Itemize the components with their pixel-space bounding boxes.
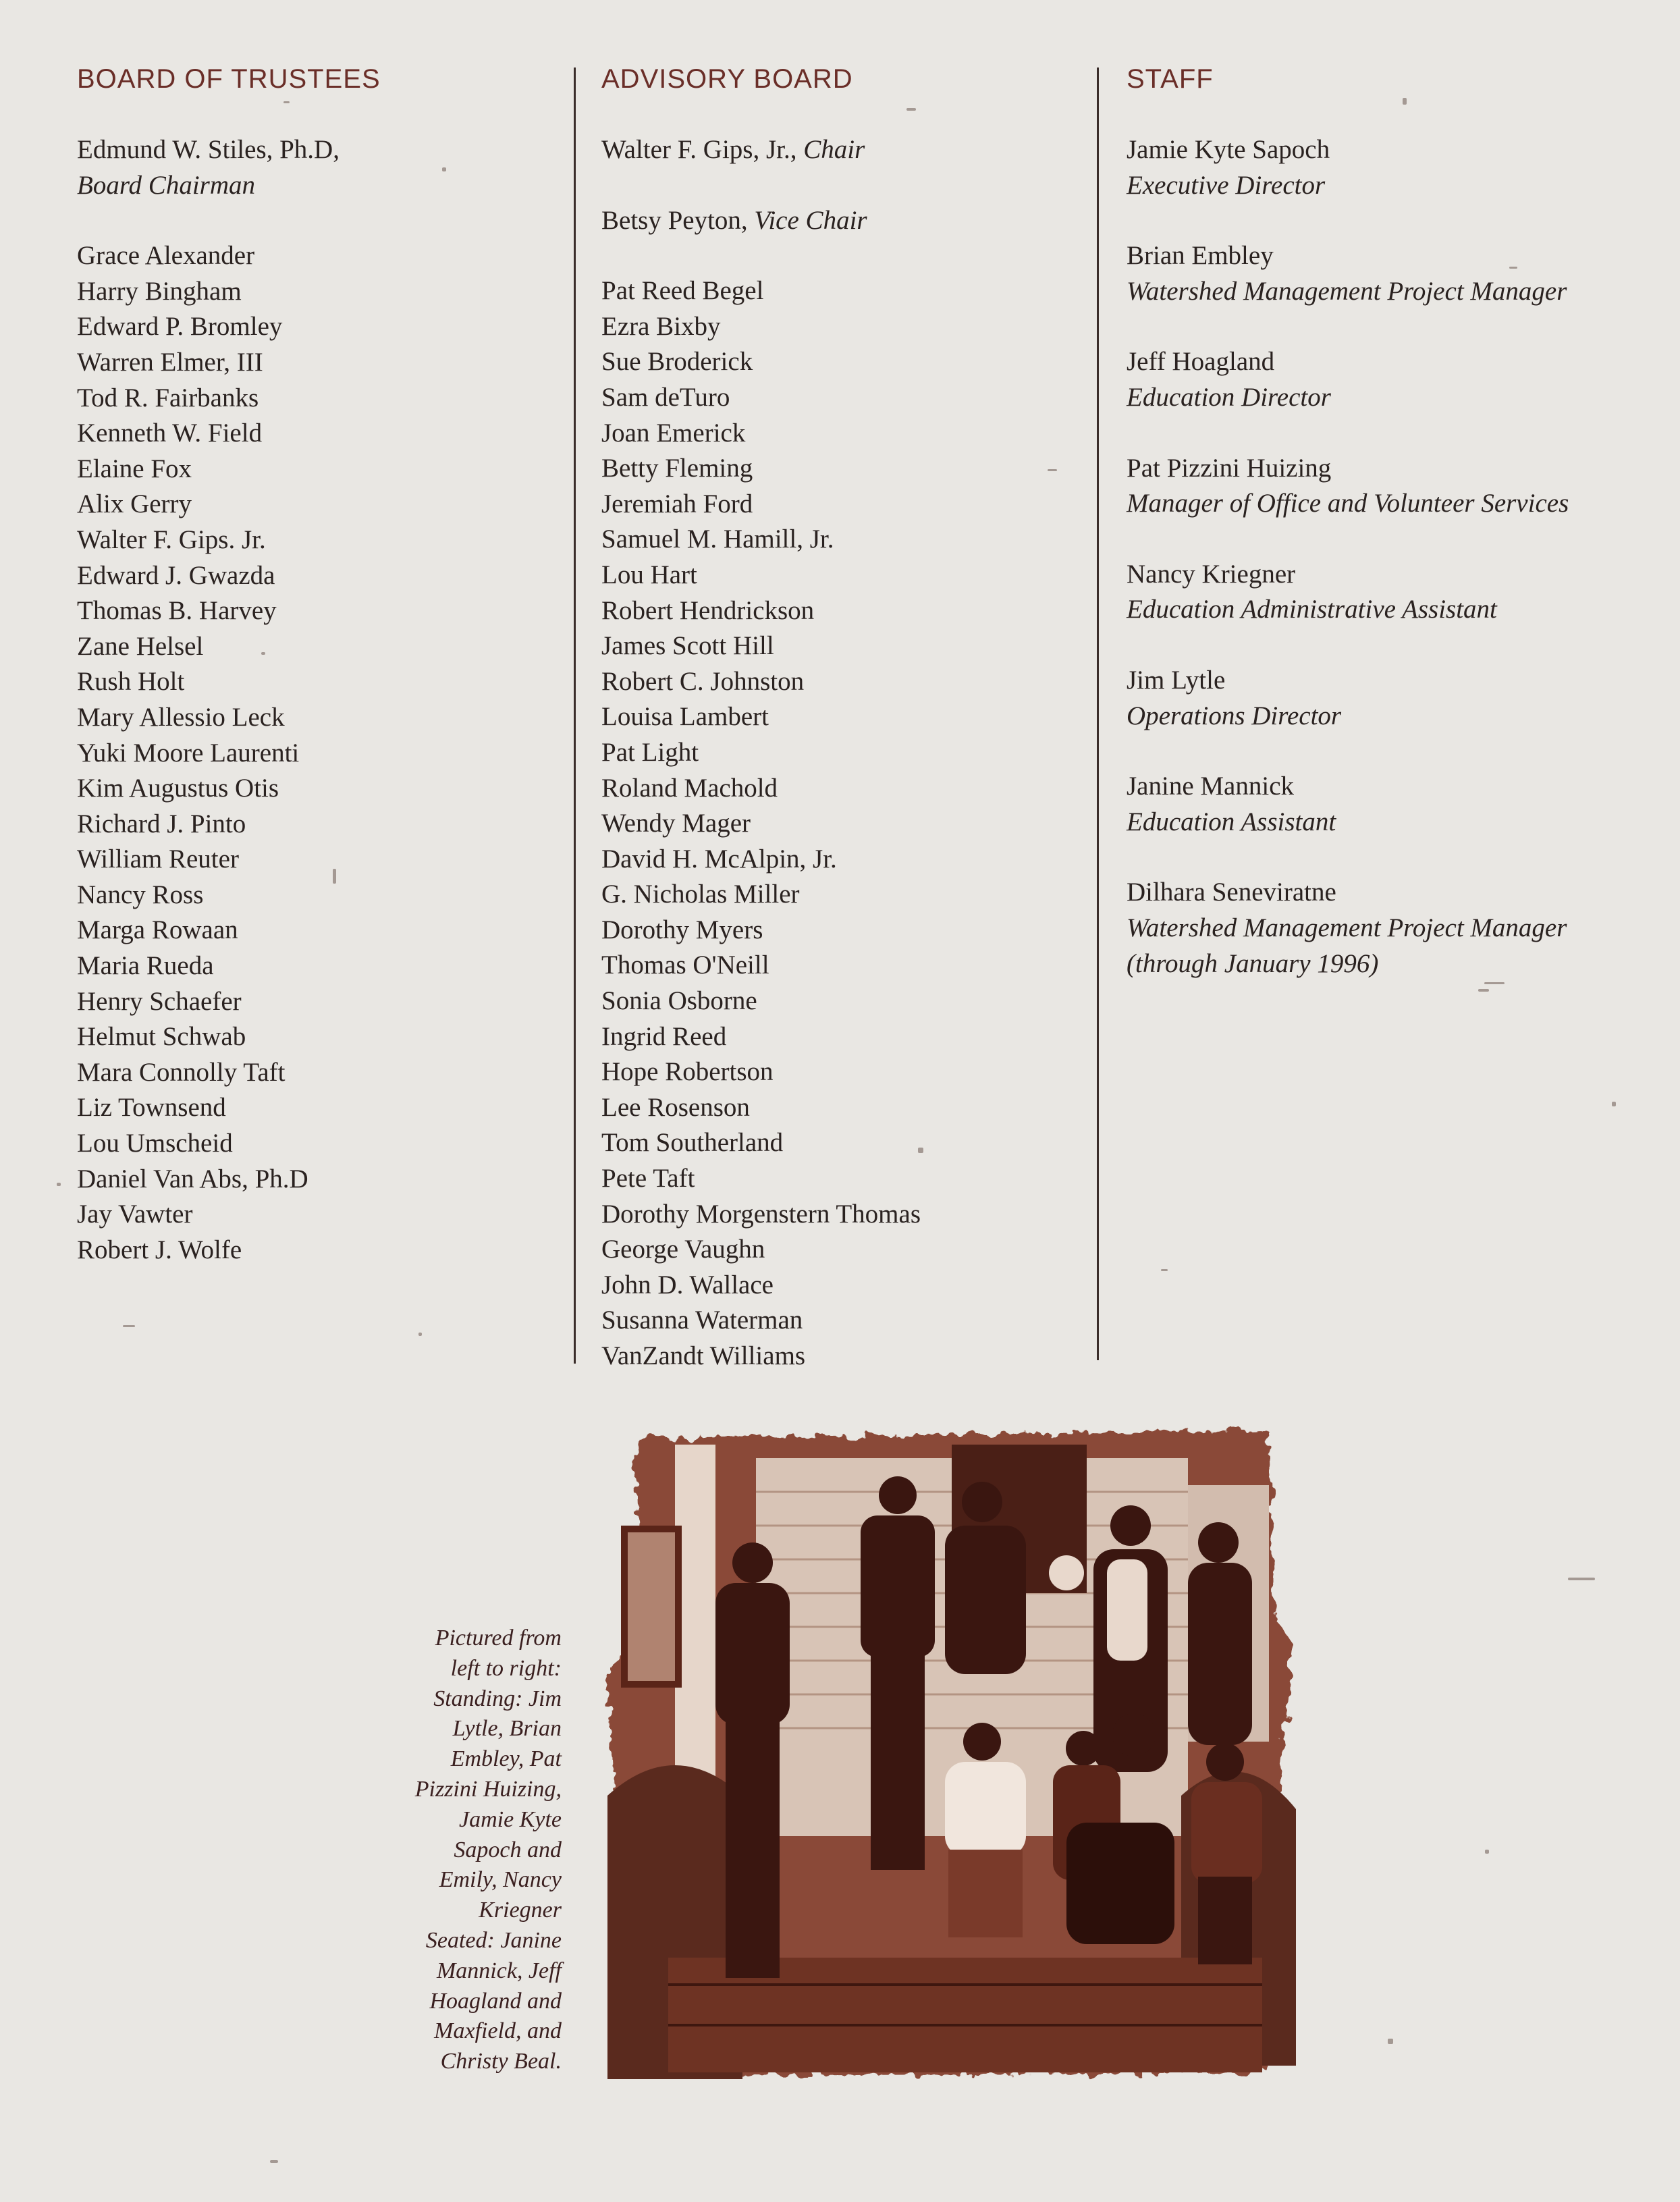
trustee-name: Tod R. Fairbanks — [77, 383, 259, 412]
trustee-name: Harry Bingham — [77, 276, 242, 306]
trustee-name: Lou Umscheid — [77, 1129, 233, 1158]
advisory-member-name: Sam deTuro — [601, 382, 730, 412]
advisory-vice-chair-title: Vice Chair — [754, 205, 867, 235]
advisory-member-name: George Vaughn — [601, 1235, 765, 1264]
trustee-name: Liz Townsend — [77, 1093, 226, 1123]
board-chair-name: Edmund W. Stiles, Ph.D, — [77, 135, 340, 164]
advisory-member-name: John D. Wallace — [601, 1270, 774, 1299]
photo-caption — [378, 1623, 562, 2077]
trustee-name: Warren Elmer, III — [77, 347, 263, 377]
advisory-member-name: Dorothy Morgenstern Thomas — [601, 1199, 921, 1229]
caption-line: Jamie Kyte — [459, 1806, 562, 1832]
caption-line: Mannick, Jeff — [436, 1958, 562, 1983]
staff-name: Pat Pizzini Huizing — [1127, 453, 1332, 483]
advisory-member-name: Sue Broderick — [601, 347, 753, 377]
caption-line: Maxfield, and — [434, 2018, 562, 2044]
staff-title: Education Director — [1127, 382, 1331, 412]
staff-name: Jeff Hoagland — [1127, 347, 1275, 377]
staff-title: Watershed Management Project Manager — [1127, 913, 1567, 942]
staff-name: Brian Embley — [1127, 241, 1274, 271]
advisory-member-name: Robert Hendrickson — [601, 595, 815, 625]
trustee-name: Edward P. Bromley — [77, 312, 283, 342]
advisory-member-name: Sonia Osborne — [601, 986, 757, 1016]
staff-title: Watershed Management Project Manager — [1127, 276, 1567, 306]
advisory-chair-title: Chair — [803, 135, 865, 164]
advisory-member-name: Susanna Waterman — [601, 1306, 803, 1335]
caption-line: Seated: Janine — [425, 1927, 562, 1953]
advisory-member-name: Betty Fleming — [601, 454, 753, 483]
trustee-name: Kim Augustus Otis — [77, 774, 279, 803]
staff-title: Executive Director — [1127, 170, 1326, 200]
trustee-name: Richard J. Pinto — [77, 809, 246, 838]
caption-line: Emily, Nancy — [439, 1867, 562, 1893]
caption-line: Pictured from — [435, 1626, 562, 1650]
trustee-name: William Reuter — [77, 844, 239, 874]
column-divider-left — [574, 68, 576, 1364]
trustee-name: Edward J. Gwazda — [77, 560, 275, 590]
advisory-vice-chair-name: Betsy Peyton, — [601, 205, 755, 235]
trustee-name: Robert J. Wolfe — [77, 1235, 242, 1264]
trustee-name: Marga Rowaan — [77, 915, 238, 945]
advisory-member-name: Roland Machold — [601, 773, 778, 803]
trustee-name: Thomas B. Harvey — [77, 596, 277, 626]
advisory-board-heading: ADVISORY BOARD — [601, 64, 853, 94]
staff-title: Operations Director — [1127, 701, 1342, 730]
advisory-member-name: Robert C. Johnston — [601, 666, 805, 696]
advisory-member-name: James Scott Hill — [601, 631, 774, 661]
advisory-member-name: Louisa Lambert — [601, 702, 769, 732]
staff-column — [1127, 64, 1569, 982]
advisory-member-name: Dorothy Myers — [601, 915, 763, 944]
trustee-name: Nancy Ross — [77, 880, 204, 909]
column-divider-right — [1097, 68, 1099, 1360]
trustee-name: Jay Vawter — [77, 1200, 193, 1229]
advisory-member-list — [601, 273, 921, 1374]
advisory-member-name: Ingrid Reed — [601, 1021, 727, 1051]
trustee-name: Grace Alexander — [77, 241, 255, 271]
staff-name: Nancy Kriegner — [1127, 559, 1296, 589]
trustee-name: Rush Holt — [77, 667, 185, 697]
caption-line: Hoagland and — [429, 1988, 562, 2014]
board-of-trustees-heading: BOARD OF TRUSTEES — [77, 64, 381, 94]
caption-line: Sapoch and — [454, 1837, 562, 1862]
advisory-member-name: VanZandt Williams — [601, 1341, 806, 1370]
staff-title-note: (through January 1996) — [1127, 948, 1379, 978]
advisory-member-name: Wendy Mager — [601, 809, 751, 838]
advisory-member-name: Ezra Bixby — [601, 311, 721, 341]
staff-list — [1127, 132, 1569, 982]
advisory-member-name: Lou Hart — [601, 560, 697, 589]
board-of-trustees-column — [77, 64, 381, 1268]
advisory-chair — [601, 132, 921, 168]
caption-line: Standing: Jim — [433, 1686, 562, 1711]
advisory-member-name: Tom Southerland — [601, 1128, 784, 1158]
trustee-name: Walter F. Gips. Jr. — [77, 525, 266, 554]
caption-line: Embley, Pat — [450, 1746, 562, 1772]
advisory-member-name: Jeremiah Ford — [601, 489, 753, 518]
advisory-member-name: Samuel M. Hamill, Jr. — [601, 525, 834, 554]
trustee-name: Daniel Van Abs, Ph.D — [77, 1164, 308, 1193]
staff-title: Education Administrative Assistant — [1127, 595, 1497, 624]
trustee-name: Mara Connolly Taft — [77, 1057, 286, 1087]
trustee-name: Helmut Schwab — [77, 1022, 246, 1052]
advisory-member-name: Lee Rosenson — [601, 1092, 750, 1122]
staff-name: Dilhara Seneviratne — [1127, 878, 1336, 907]
advisory-chair-name: Walter F. Gips, Jr., — [601, 135, 804, 164]
trustee-name: Kenneth W. Field — [77, 419, 263, 448]
advisory-member-name: Joan Emerick — [601, 418, 746, 448]
trustee-name: Mary Allessio Leck — [77, 702, 285, 732]
trustee-name: Yuki Moore Laurenti — [77, 738, 300, 768]
advisory-member-name: Pat Light — [601, 737, 699, 767]
trustee-name: Alix Gerry — [77, 489, 192, 519]
advisory-vice-chair — [601, 203, 921, 239]
caption-line: left to right: — [450, 1655, 562, 1681]
trustee-name: Henry Schaefer — [77, 986, 242, 1016]
staff-name: Jamie Kyte Sapoch — [1127, 135, 1330, 164]
staff-name: Jim Lytle — [1127, 665, 1226, 695]
trustee-list — [77, 238, 381, 1268]
advisory-member-name: G. Nicholas Miller — [601, 880, 800, 909]
staff-heading: STAFF — [1127, 64, 1214, 94]
trustee-name: Maria Rueda — [77, 951, 214, 981]
advisory-member-name: Thomas O'Neill — [601, 950, 769, 980]
staff-name: Janine Mannick — [1127, 772, 1295, 801]
staff-title: Education Assistant — [1127, 807, 1336, 836]
advisory-board-column — [601, 64, 921, 1374]
caption-line: Lytle, Brian — [452, 1716, 562, 1742]
board-chair-title: Board Chairman — [77, 170, 255, 200]
caption-line: Pizzini Huizing, — [414, 1776, 562, 1802]
advisory-member-name: Hope Robertson — [601, 1057, 774, 1087]
caption-line: Christy Beal. — [440, 2049, 562, 2074]
staff-title: Manager of Office and Volunteer Services — [1127, 489, 1569, 518]
caption-line: Kriegner — [479, 1898, 562, 1923]
trustee-name: Elaine Fox — [77, 454, 192, 483]
staff-group-photo — [594, 1418, 1377, 2093]
trustee-name: Zane Helsel — [77, 631, 204, 661]
advisory-member-name: Pat Reed Begel — [601, 276, 764, 306]
advisory-member-name: David H. McAlpin, Jr. — [601, 844, 837, 874]
advisory-member-name: Pete Taft — [601, 1164, 695, 1193]
